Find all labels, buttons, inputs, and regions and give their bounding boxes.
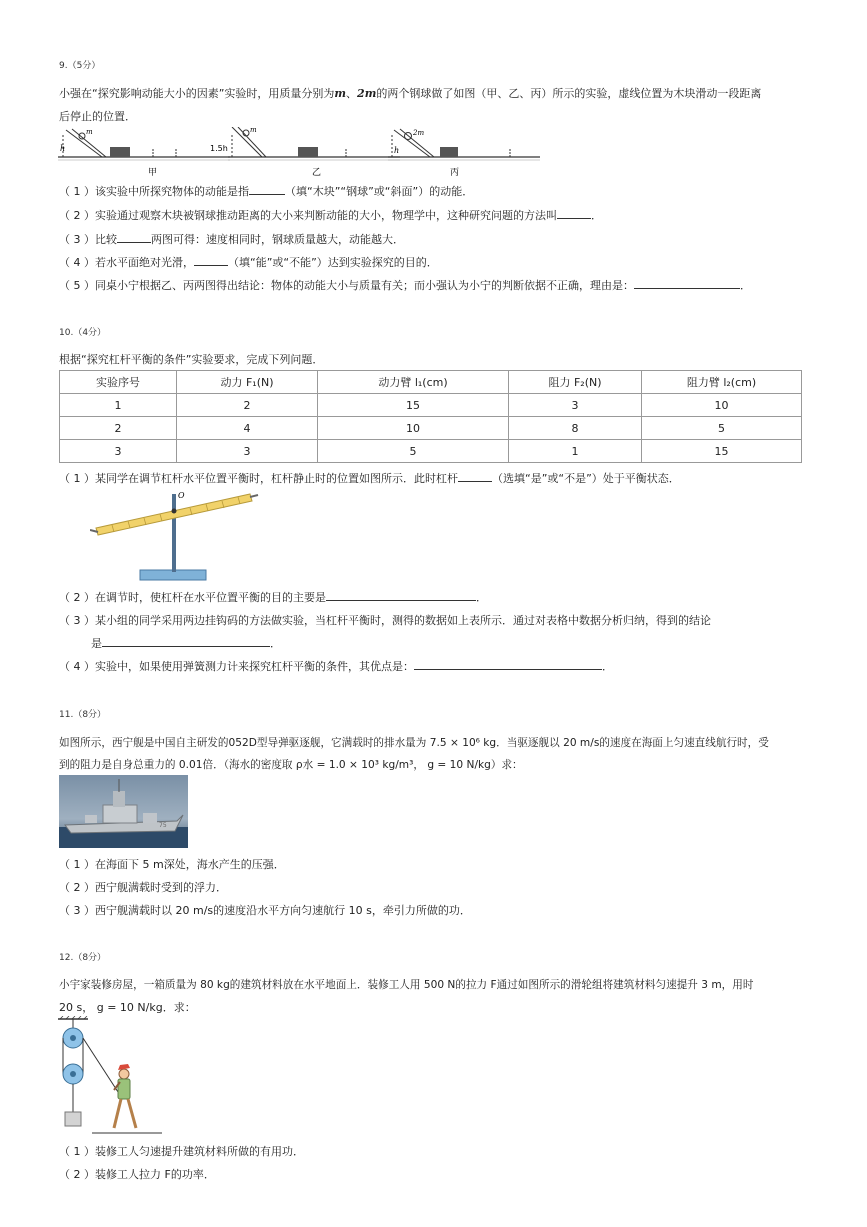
question-11-line2: 到的阻力是自身总重力的 0.01倍．（海水的密度取 ρ水 = 1.0 × 10³ kg/m³， g = 10 N/kg）求： [59,759,523,771]
table-header: 阻力臂 l₂(cm) [642,371,802,394]
table-cell: 2 [177,394,318,417]
table-cell: 3 [177,440,318,463]
wood-block-icon [298,147,318,157]
question-12-item-2: （ 2 ）装修工人拉力 F的功率． [59,1168,215,1181]
table-row [60,394,802,417]
answer-blank[interactable] [634,277,740,289]
lever-data-table [59,370,802,463]
table-cell: 10 [318,417,509,440]
question-10-item-2: （ 2 ）在调节时，使杠杆在水平位置平衡的目的主要是 ． [59,591,487,604]
question-9-item-3: （ 3 ）比较 两图可得：速度相同时，钢球质量越大，动能越大． [59,233,404,246]
table-cell: 3 [60,440,177,463]
question-10-stem: 根据“探究杠杆平衡的条件”实验要求，完成下列问题． [59,353,324,366]
question-9-item-1: （ 1 ）该实验中所探究物体的动能是指 （填“木块”“钢球”或“斜面”）的动能． [59,185,474,198]
svg-text:乙: 乙 [312,168,322,178]
table-cell: 1 [60,394,177,417]
table-header: 动力臂 l₁(cm) [318,371,509,394]
wood-block-icon [110,147,130,157]
question-12-line1: 小宇家装修房屋，一箱质量为 80 kg的建筑材料放在水平地面上．装修工人用 500 N的拉力 F通过如图所示的滑轮组将建筑材料匀速提升 3 m，用时 [59,979,754,991]
svg-text:1.5h: 1.5h [210,144,228,153]
question-9-stem-line1: 小强在“探究影响动能大小的因素”实验时，用质量分别为m、2m的两个钢球做了如图（甲、乙、丙）所示的实验，虚线位置为木块滑动一段距离 [59,87,762,100]
table-cell: 5 [318,440,509,463]
svg-text:甲: 甲 [148,168,158,178]
answer-blank[interactable] [117,231,151,243]
svg-text:O: O [178,491,185,500]
worker-icon [119,1069,129,1079]
question-11-item-1: （ 1 ）在海面下 5 m深处，海水产生的压强． [59,858,285,871]
pivot-icon [172,509,177,514]
svg-text:丙: 丙 [450,168,460,178]
material-box-icon [65,1112,81,1126]
table-cell: 5 [642,417,802,440]
question-12-item-1: （ 1 ）装修工人匀速提升建筑材料所做的有用功． [59,1145,304,1158]
question-12-number: 12.（8分） [59,953,107,963]
question-11-number: 11.（8分） [59,710,107,720]
answer-blank[interactable] [458,470,492,482]
table-header: 实验序号 [60,371,177,394]
svg-text:75: 75 [159,822,167,829]
question-9-item-5: （ 5 ）同桌小宁根据乙、丙两图得出结论：物体的动能大小与质量有关；而小强认为小宁的判断依据不正确，理由是： ． [59,279,751,292]
table-cell: 1 [509,440,642,463]
question-9-item-4: （ 4 ）若水平面绝对光滑， （填“能”或“不能”）达到实验探究的目的． [59,256,438,269]
answer-blank[interactable] [102,635,270,647]
svg-text:h: h [60,144,66,153]
lever-stand [172,494,176,572]
figure-bing [388,129,540,178]
pulley-figure [56,1016,166,1140]
svg-text:m: m [86,128,93,136]
question-12-line2: 20 s， g = 10 N/kg．求： [59,1001,196,1014]
question-9-item-2: （ 2 ）实验通过观察木块被钢球推动距离的大小来判断动能的大小，物理学中，这种研究问题的方法叫 ． [59,209,602,222]
figure-jia [58,128,230,178]
table-cell: 8 [509,417,642,440]
table-cell: 3 [509,394,642,417]
balance-nut-icon [250,495,258,497]
svg-text:m: m [250,127,257,134]
question-11-item-3: （ 3 ）西宁舰满载时以 20 m/s的速度沿水平方向匀速航行 10 s，牵引力所做的功． [59,904,471,917]
question-10-item-3: （ 3 ）某小组的同学采用两边挂钩码的方法做实验，当杠杆平衡时，测得的数据如上表所示．通过对表格中数据分析归纳，得到的结论 [59,614,711,627]
question-10-item-3-cont: 是 ． [91,637,281,650]
question-10-number: 10.（4分） [59,328,107,338]
table-header: 动力 F₁(N) [177,371,318,394]
svg-text:2m: 2m [413,129,425,137]
kinetic-energy-figure [58,127,548,179]
figure-yi [210,127,400,178]
question-11-item-2: （ 2 ）西宁舰满载时受到的浮力． [59,881,227,894]
answer-blank[interactable] [194,254,228,266]
answer-blank[interactable] [557,207,591,219]
destroyer-photo [59,775,188,848]
table-cell: 15 [318,394,509,417]
question-9-number: 9.（5分） [59,61,101,71]
wood-block-icon [440,147,458,157]
svg-text:h: h [394,146,400,155]
answer-blank[interactable] [414,658,602,670]
table-cell: 2 [60,417,177,440]
question-10-item-1: （ 1 ）某同学在调节杠杆水平位置平衡时，杠杆静止时的位置如图所示．此时杠杆 （选填“是”或“不是”）处于平衡状态． [59,472,680,485]
answer-blank[interactable] [326,589,476,601]
table-cell: 4 [177,417,318,440]
answer-blank[interactable] [249,183,285,195]
table-header-row [60,371,802,394]
lever-figure [90,488,260,586]
table-row [60,417,802,440]
table-header: 阻力 F₂(N) [509,371,642,394]
table-row [60,440,802,463]
question-11-line1: 如图所示，西宁舰是中国自主研发的052D型导弹驱逐舰，它满载时的排水量为 7.5 × 10⁶ kg．当驱逐舰以 20 m/s的速度在海面上匀速直线航行时，受 [59,737,769,749]
question-9-stem-line2: 后停止的位置． [59,110,136,123]
question-10-item-4: （ 4 ）实验中，如果使用弹簧测力计来探究杠杆平衡的条件，其优点是： ． [59,660,613,673]
table-cell: 10 [642,394,802,417]
table-cell: 15 [642,440,802,463]
